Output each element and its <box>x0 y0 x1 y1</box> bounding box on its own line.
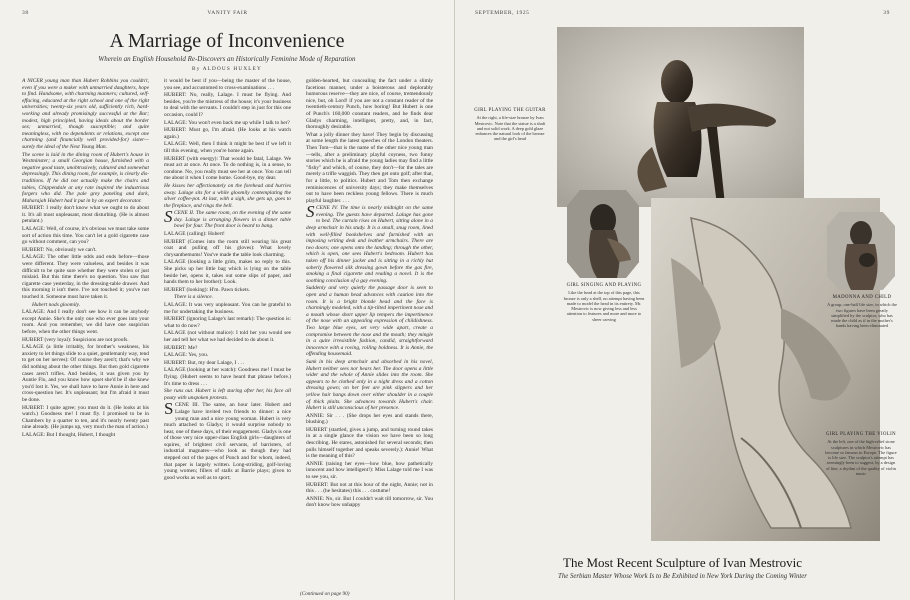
column-3 <box>306 78 433 583</box>
article-subtitle: Wherein an English Household Re-Discovers an Historically Feminine Mode of Reparation <box>98 55 356 63</box>
column-2 <box>164 78 291 590</box>
dialogue-paragraph: LALAGE: The other little odds and ends before—those were different. They were valueless, and besides it was difficult to be quite sure whether they were stolen or just mislaid. But this time there's no question. You saw that cigarette case yesterday, in the dressing-table drawer. And this morning it isn't there. I've not touched it; you've not touched it. Someone must have taken it. <box>22 254 149 300</box>
dialogue-paragraph: HUBERT (startled, gives a jump, and turning round takes in at a single glance the vision we have been so long describing. He stares, astonished for several seconds; then pulls himself together and speaks severely.): Annie! What is the meaning of this? <box>306 426 433 460</box>
right-page <box>455 0 910 600</box>
photo-madonna-and-child <box>827 212 895 290</box>
dialogue-paragraph: HUBERT (Comes into the room still wearing his great coat and pulling off his gloves): What lovely chrysanthemums! You've made the table look charming. <box>164 238 291 258</box>
dialogue-paragraph: LALAGE: But I thought, Hubert, I thought <box>22 431 116 438</box>
dialogue-paragraph: HUBERT: But, my dear Lalage, I . . . <box>164 359 245 366</box>
dialogue-paragraph: LALAGE: Well, then I think it might be best if we left it till this evening, when you're home again. <box>164 141 291 154</box>
caption-guitar: GIRL PLAYING THE GUITAR At the right, a life-size bronze by Ivan Mestrovic. Note that the statue is a shaft and not solid work. A deep gold glaze enhances the natural look of the bronze and the girl's head <box>474 108 546 142</box>
dialogue-paragraph: LALAGE (a little irritably, for brother's weakness, his anxiety to let things slide to a quiet, gentlemanly way, tend to get on her nerves): Of course they aren't; that's why we did nothing about the other things. But then gold cigarette cases aren't trifles. And besides, it was given you by Auntie Flo, and you know how upset she'd be if she knew you'd lost it. Yes, we shall have to have Annie in here and cross-question her. It's unpleasant; but I'm afraid it must be done. <box>22 344 149 403</box>
dialogue-paragraph: HUBERT: But not at this hour of the night, Annie; not in this . . . (he hesitates) this . . . costume! <box>306 481 433 495</box>
drop-cap: S <box>164 399 174 419</box>
dialogue-paragraph: HUBERT: I really don't know what we ought to do about it. It's all most unpleasant, most disturbing. (He is almost petulant.) <box>22 205 149 225</box>
caption-madonna: MADONNA AND CHILD A group, one-half life size, in which the two figures have been greatly simplified by the sculptor, who has made the child as if in the mother's hands having been eliminated <box>827 295 897 329</box>
scene-4-description: SCENE IV. The time is nearly midnight on the same evening. The guests have departed. Lalage has gone to bed. The curtain rises on Hubert, sitting alone in a deep armchair in his study. It is a small, snug room, lined with well-filled bookshelves and furnished with an imposing writing desk and leather armchairs. There are two doors; one opens onto the landing; through the other, which is open, one sees Hubert's bedroom. Hubert has taken off his dinner jacket and is sitting in a richly but soberly flowered silk dressing gown before the gas fire, smoking a final cigarette and reading a novel. It is the soothing conclusion of a gay evening. <box>306 202 433 284</box>
column-1 <box>22 78 149 590</box>
dialogue-paragraph: ANNIE: Sir . . . (She drops her eyes and stands there, blushing.) <box>306 412 433 426</box>
photo-girl-singing-and-playing <box>567 190 639 278</box>
sculpture-subheading: The Serbian Master Whose Work Is to Be Exhibited in New York During the Coming Winter <box>558 573 807 580</box>
stage-direction: Hubert nods gloomily. <box>32 301 81 308</box>
body-paragraph: golden-hearted, but concealing the fact under a slimly facetious manner, under a boisterous and deplorably humorous reserve—they are nice, of course, tremendously nice, but, oh Lord! if you are not a constant reader of the twentieth-century Punch, how boring! But Hubert is one of Punch's 160,000 constant readers, and he finds dear Gladys charming, intelligent, pretty, and, in fact, thoroughly desirable. <box>306 78 433 131</box>
dialogue-paragraph: HUBERT: Must go, I'm afraid. (He looks at his watch again.) <box>164 127 291 140</box>
caption-violin: GIRL PLAYING THE VIOLIN At the left, one of the high-relief stone sculptures in which Mestrovic has become so famous in Europe. The figure is life size. The sculptor's attempt has seemingly been to suggest, by a design of line, a rhythm of the quality of violin music <box>825 432 897 477</box>
stage-direction: She runs out. Hubert is left staring after her, his face all pouty with unspoken protests. <box>164 388 291 401</box>
page-number-right: 39 <box>883 10 890 16</box>
dialogue-paragraph: LALAGE: You won't even back me up while I talk to her? <box>164 119 290 126</box>
dialogue-paragraph: it would be best if you—being the master of the house, you see, and accustomed to cross-examinations . . . <box>164 78 291 91</box>
running-head-right: SEPTEMBER, 1925 <box>475 10 530 16</box>
intro-paragraph: A NICER young man than Hubert Robbins you couldn't, even if you were a maker with unmarried daughters, hope to find. Handsome, with charming manners; cultured, self-effacing, educated at the right school and one of the right universities; twenty-six years old, sufficiently rich, hard-working and already promisingly successful at the Bar; modest, high principled, having ideals about the border sex; unmarried, though susceptible; and quite meaningless, with no dependents or relations, except one charming (and financially well provided-for) sister—surely the ideal of the Next Young Man. <box>22 78 149 150</box>
stage-direction: There is a silence. <box>174 294 214 301</box>
dialogue-paragraph: HUBERT: Me? <box>164 344 198 351</box>
continued-note: (Continued on page 90) <box>300 591 350 597</box>
sculpture-heading: The Most Recent Sculpture of Ivan Mestrovic <box>563 555 802 570</box>
caption-singing: GIRL SINGING AND PLAYING Like the head at the top of this page, this bronze is only a shell, no attempt having been made to model the head in its entirety. Mr. Mestrovic is now giving less and less attention to features and more and more to sheer carving <box>563 283 645 322</box>
dialogue-paragraph: HUBERT (very loyal): Suspicions are not proofs. <box>22 336 129 343</box>
dialogue-paragraph: HUBERT: I quite agree; you must do it. (He looks at his watch.) Goodness me! I must fly. I promised to be in Chambers by a quarter to ten, and it's nearly twenty past nine already. (He jumps up, very much the man of action.) <box>22 404 149 431</box>
byline: By ALDOUS HUXLEY <box>192 66 262 72</box>
drop-cap: S <box>164 207 173 227</box>
body-paragraph: What a jolly dinner they have! They begin by discussing at some length the latest speeches of the London theaters. Then Tom—that is the name of the other nice young man—tells, after a preliminary playful coyness, two funny stories which he is afraid the young ladies may find a little "fishy" and which, of course, they don't—for the tales are merely a trifle waggish. They then get onto golf; after that, for a little, to politics. Hubert and Tom then exchange reminiscences of university days; they make themselves out to have been reckless young fellows. There is much playful laughter. . . . <box>306 131 433 204</box>
scene-2-description: SCENE II. The same room, on the evening of the same day. Lalage is arranging flowers in a dinner table bowl for four. The front door is heard to bang. <box>164 207 291 230</box>
dialogue-paragraph: HUBERT: No, really, Lalage. I must be flying. And besides, you're the mistress of the house; it's your business to deal with the servants. I couldn't step in just for this one occasion, could I? <box>164 92 291 118</box>
stage-direction: He kisses her affectionately on the forehead and hurries away. Lalage sits for a while gloomily contemplating the silver coffee-pot. At last, with a sigh, she gets up, goes to the fireplace, and rings the bell. <box>164 182 291 209</box>
dialogue-paragraph: LALAGE: Yes, you. <box>164 352 209 359</box>
article-title: A Marriage of Inconvenience <box>109 30 345 52</box>
scene-description: The scene is laid in the dining room of Hubert's house in Westminster; a small Georgian house, furnished with a negative good taste, unobtrusively, cultured and somewhat depressingly. This dining room, for example, is clearly dis-traditions. If he did not actually make the chairs and tables, Chippendale at any rate inspired the industrious forgers who did. The pale grey paneling and dark, Maharajah Hubert had it put in by an expert decorator. <box>22 151 149 204</box>
page-number-left: 38 <box>22 10 29 16</box>
dialogue-paragraph: HUBERT (with energy): That would be fatal, Lalage. We must act at once. At once. To do nothing is, in a sense, to condone. No, you really must see her at once. You can tell me about it when I come home. Good-bye, my dear. <box>164 155 291 182</box>
dialogue-paragraph: LALAGE (not without malice): I told her you would see her and tell her what we had decided to do about it. <box>164 330 291 343</box>
dialogue-paragraph: HUBERT (ignoring Lalage's last remark): The question is: what to do now? <box>164 316 291 329</box>
dialogue-paragraph: HUBERT: No, obviously we can't. <box>22 246 97 253</box>
dialogue-paragraph: ANNIE (raising her eyes—how blue, how pathetically innocent and how intelligent!): Miss Lalage told me I was to see you, sir. <box>306 460 433 481</box>
dialogue-paragraph: LALAGE (calling): Hubert! <box>164 231 225 238</box>
dialogue-paragraph: LALAGE (looking at her watch): Goodness me! I must be flying. (Hubert seems to have heard that phrase before.) It's time to dress . . . <box>164 367 291 387</box>
dialogue-paragraph: HUBERT (looking): H'm. Pawn tickets. <box>164 286 250 293</box>
stage-direction: Sunk in his deep armchair and absorbed in his novel, Hubert neither sees nor hears her. The door opens a little wider and the whole of Annie slides into the room. She appears to be clothed only in a night dress and a cotton dressing gown; on her feet are pink slippers and her yellow hair hangs down over either shoulder in a couple of thick plaits. She advances towards Hubert's chair. Hubert is still unconscious of her presence. <box>306 358 433 412</box>
dialogue-paragraph: LALAGE: Well, of course, it's obvious we must take some sort of action this time. You can't let a gold cigarette case go without comment, can you? <box>22 226 149 246</box>
dialogue-paragraph: LALAGE: It was very unpleasant. You can be grateful to me for undertaking the business. <box>164 302 291 315</box>
scene-3-description: SCENE III. The same, an hour later. Hubert and Lalage have invited two friends to dinner: a nice young man and a nice young woman. Hubert is very much attached to Gladys; it would surprise nobody to hear, one of these days, of their engagement. Gladys is one of those very nice upper-class English girls—daughters of squires, of brightest civil servants, of barristers, of industrial magnates—who look as though they had stepped out of the pages of Punch and for whom, indeed, that paper is largely written. Long-striding, golf-loving young women; fillers of stalls at Barrie plays; given to good works as well as to sport; <box>164 399 291 481</box>
dialogue-paragraph: ANNIE: No, sir. But I couldn't wait till tomorrow, sir. You don't know how unhappy <box>306 495 433 509</box>
dialogue-paragraph: LALAGE: And I really don't see how it can be anybody except Annie. She's the only one who ever goes into your room. And you remember, we did have one suspicion before, when the other things went. <box>22 309 149 335</box>
stage-direction: Suddenly and very quietly the passage door is seen to open and a human head advances with caution into the room. It is a bright blonde head and the face is charmingly modeled, with a tip-tilted impertinent nose and a mouth whose short upper lip tempers the impertinence of the nose with an appealing expression of childishness. Two large blue eyes, set very wide apart, create a compromise between the nose and the mouth; they mingle in a quite irresistible fashion, candid, straightforward innocence with a roving, rolling boldness. It is Annie, the offending housemaid. <box>306 285 433 358</box>
dialogue-paragraph: LALAGE (looking a little grim, makes no reply to this. She picks up her little bag which is lying on the table beside her, opens it, takes out some slips of paper, and hands them to her brother): Look. <box>164 259 291 286</box>
running-head-left: VANITY FAIR <box>207 10 248 16</box>
photo-girl-playing-guitar <box>557 27 804 207</box>
drop-cap: S <box>306 202 315 222</box>
